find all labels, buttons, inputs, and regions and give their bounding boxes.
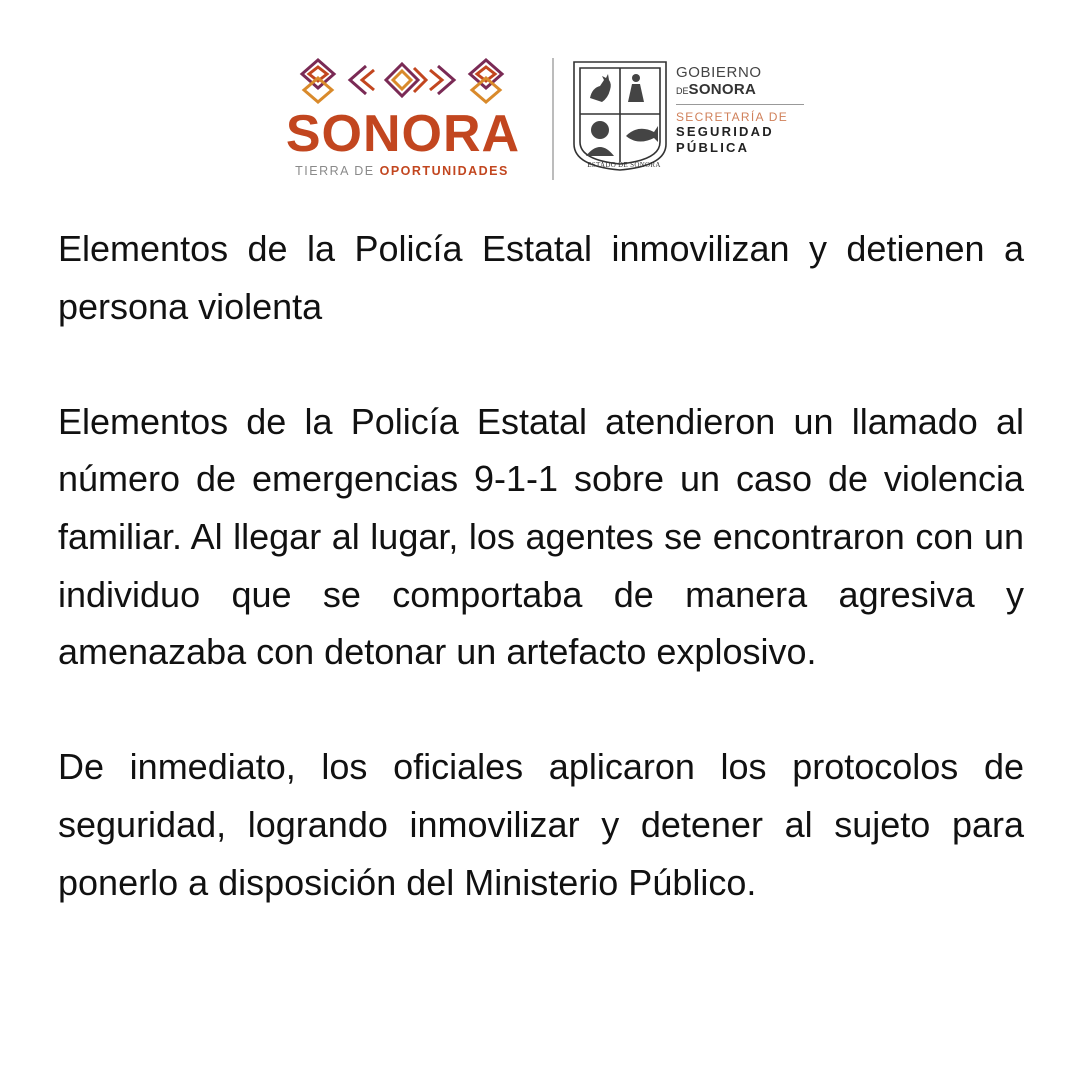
secretariat-line3: PÚBLICA <box>676 140 750 155</box>
government-logo-text <box>676 64 808 156</box>
gov-line1: GOBIERNO <box>676 64 762 81</box>
article <box>58 220 1024 911</box>
coat-of-arms-label: ESTADO DE SONORA <box>587 161 661 169</box>
gov-line2-main: SONORA <box>688 81 757 98</box>
coat-of-arms-icon <box>568 58 672 174</box>
gov-line2-prefix: DE <box>676 86 689 96</box>
tagline-light: TIERRA DE <box>295 164 375 178</box>
gov-rule <box>676 104 804 105</box>
sonora-wordmark: SONORA <box>285 105 521 163</box>
header-logos <box>0 0 1080 200</box>
tagline-bold: OPORTUNIDADES <box>379 164 509 178</box>
sonora-tagline <box>276 164 528 178</box>
article-title: Elementos de la Policía Estatal inmovilizan y detienen a persona violenta <box>58 228 1024 327</box>
sonora-pattern-icon <box>294 56 510 106</box>
article-paragraph-1: Elementos de la Policía Estatal atendieron un llamado al número de emergencias 9-1-1 sobre un caso de violencia familiar. Al llegar al lugar, los agentes se encontraron con un individuo que se comportaba de manera agresiva y amenazaba con detonar un artefacto explosivo. <box>58 400 1024 673</box>
article-paragraph-2: De inmediato, los oficiales aplicaron los protocolos de seguridad, logrando inmovilizar y detener al sujeto para ponerlo a disposición del Ministerio Público. <box>58 746 1024 903</box>
secretariat-line1: SECRETARÍA DE <box>676 110 789 124</box>
sonora-brand-logo <box>274 56 530 186</box>
gov-line2 <box>676 81 808 100</box>
secretariat-line2: SEGURIDAD <box>676 124 774 139</box>
logo-divider <box>552 58 554 180</box>
